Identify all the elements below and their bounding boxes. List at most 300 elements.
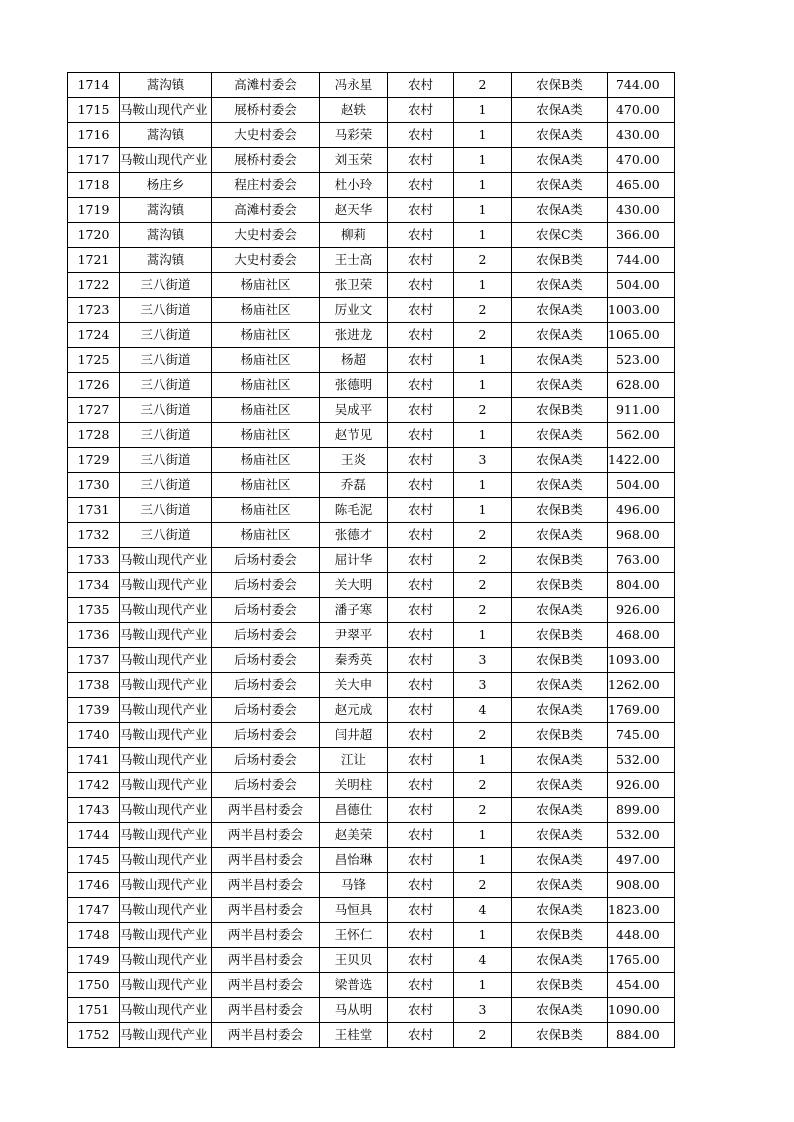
person-name-cell: 厉业文 (320, 298, 388, 323)
insurance-category-cell: 农保C类 (512, 223, 608, 248)
row-number-cell: 1741 (68, 748, 120, 773)
insurance-category-cell: 农保A类 (512, 898, 608, 923)
insurance-category-cell: 农保A类 (512, 448, 608, 473)
town-cell: 马鞍山现代产业 (120, 798, 212, 823)
insurance-category-cell: 农保A类 (512, 298, 608, 323)
row-number-cell: 1745 (68, 848, 120, 873)
area-type-cell: 农村 (388, 323, 454, 348)
town-cell: 三八街道 (120, 448, 212, 473)
row-number-cell: 1715 (68, 98, 120, 123)
town-cell: 马鞍山现代产业 (120, 648, 212, 673)
person-name-cell: 张卫荣 (320, 273, 388, 298)
area-type-cell: 农村 (388, 273, 454, 298)
area-type-cell: 农村 (388, 898, 454, 923)
household-count-cell: 1 (454, 498, 512, 523)
amount-cell: 1090.00 (608, 998, 675, 1023)
amount-cell: 454.00 (608, 973, 675, 998)
person-name-cell: 赵天华 (320, 198, 388, 223)
person-name-cell: 马恒具 (320, 898, 388, 923)
table-row (68, 798, 675, 823)
town-cell: 三八街道 (120, 423, 212, 448)
insurance-category-cell: 农保B类 (512, 623, 608, 648)
area-type-cell: 农村 (388, 973, 454, 998)
insurance-category-cell: 农保A类 (512, 198, 608, 223)
table-row (68, 523, 675, 548)
village-cell: 后场村委会 (212, 723, 320, 748)
household-count-cell: 1 (454, 123, 512, 148)
village-cell: 两半昌村委会 (212, 923, 320, 948)
row-number-cell: 1729 (68, 448, 120, 473)
amount-cell: 1093.00 (608, 648, 675, 673)
town-cell: 马鞍山现代产业 (120, 698, 212, 723)
village-cell: 展桥村委会 (212, 98, 320, 123)
table-row (68, 173, 675, 198)
household-count-cell: 2 (454, 323, 512, 348)
row-number-cell: 1722 (68, 273, 120, 298)
area-type-cell: 农村 (388, 748, 454, 773)
table-row (68, 698, 675, 723)
area-type-cell: 农村 (388, 498, 454, 523)
amount-cell: 745.00 (608, 723, 675, 748)
person-name-cell: 潘子寒 (320, 598, 388, 623)
row-number-cell: 1734 (68, 573, 120, 598)
area-type-cell: 农村 (388, 698, 454, 723)
table-row (68, 673, 675, 698)
amount-cell: 899.00 (608, 798, 675, 823)
amount-cell: 562.00 (608, 423, 675, 448)
table-row (68, 548, 675, 573)
row-number-cell: 1737 (68, 648, 120, 673)
household-count-cell: 1 (454, 223, 512, 248)
amount-cell: 911.00 (608, 398, 675, 423)
amount-cell: 430.00 (608, 198, 675, 223)
person-name-cell: 尹翠平 (320, 623, 388, 648)
amount-cell: 504.00 (608, 473, 675, 498)
insurance-category-cell: 农保B类 (512, 923, 608, 948)
table-row (68, 898, 675, 923)
table-row (68, 348, 675, 373)
insurance-category-cell: 农保A类 (512, 373, 608, 398)
village-cell: 后场村委会 (212, 698, 320, 723)
table-row (68, 98, 675, 123)
insurance-category-cell: 农保A类 (512, 148, 608, 173)
table-row (68, 948, 675, 973)
row-number-cell: 1720 (68, 223, 120, 248)
area-type-cell: 农村 (388, 448, 454, 473)
area-type-cell: 农村 (388, 73, 454, 98)
village-cell: 杨庙社区 (212, 523, 320, 548)
table-row (68, 323, 675, 348)
area-type-cell: 农村 (388, 423, 454, 448)
amount-cell: 926.00 (608, 598, 675, 623)
household-count-cell: 2 (454, 1023, 512, 1048)
row-number-cell: 1733 (68, 548, 120, 573)
row-number-cell: 1721 (68, 248, 120, 273)
insurance-category-cell: 农保A类 (512, 423, 608, 448)
row-number-cell: 1742 (68, 773, 120, 798)
row-number-cell: 1727 (68, 398, 120, 423)
person-name-cell: 刘玉荣 (320, 148, 388, 173)
insurance-category-cell: 农保B类 (512, 573, 608, 598)
amount-cell: 468.00 (608, 623, 675, 648)
household-count-cell: 1 (454, 173, 512, 198)
village-cell: 后场村委会 (212, 673, 320, 698)
row-number-cell: 1743 (68, 798, 120, 823)
person-name-cell: 江让 (320, 748, 388, 773)
table-row (68, 273, 675, 298)
table-row (68, 298, 675, 323)
person-name-cell: 杜小玲 (320, 173, 388, 198)
household-count-cell: 3 (454, 448, 512, 473)
village-cell: 杨庙社区 (212, 348, 320, 373)
village-cell: 杨庙社区 (212, 448, 320, 473)
table-row (68, 923, 675, 948)
town-cell: 马鞍山现代产业 (120, 848, 212, 873)
area-type-cell: 农村 (388, 248, 454, 273)
village-cell: 后场村委会 (212, 623, 320, 648)
table-row (68, 398, 675, 423)
area-type-cell: 农村 (388, 398, 454, 423)
amount-cell: 523.00 (608, 348, 675, 373)
insurance-category-cell: 农保B类 (512, 723, 608, 748)
person-name-cell: 张德明 (320, 373, 388, 398)
village-cell: 两半昌村委会 (212, 848, 320, 873)
village-cell: 大史村委会 (212, 248, 320, 273)
table-row (68, 198, 675, 223)
area-type-cell: 农村 (388, 923, 454, 948)
household-count-cell: 2 (454, 573, 512, 598)
table-row (68, 1023, 675, 1048)
person-name-cell: 昌德仕 (320, 798, 388, 823)
village-cell: 后场村委会 (212, 548, 320, 573)
area-type-cell: 农村 (388, 673, 454, 698)
village-cell: 后场村委会 (212, 598, 320, 623)
town-cell: 马鞍山现代产业 (120, 548, 212, 573)
insurance-category-cell: 农保A类 (512, 748, 608, 773)
household-count-cell: 1 (454, 98, 512, 123)
household-count-cell: 4 (454, 898, 512, 923)
area-type-cell: 农村 (388, 123, 454, 148)
table-row (68, 648, 675, 673)
town-cell: 马鞍山现代产业 (120, 623, 212, 648)
insurance-category-cell: 农保A类 (512, 848, 608, 873)
household-count-cell: 2 (454, 398, 512, 423)
amount-cell: 628.00 (608, 373, 675, 398)
amount-cell: 430.00 (608, 123, 675, 148)
village-cell: 两半昌村委会 (212, 1023, 320, 1048)
insurance-category-cell: 农保A类 (512, 998, 608, 1023)
insurance-category-cell: 农保A类 (512, 698, 608, 723)
row-number-cell: 1738 (68, 673, 120, 698)
person-name-cell: 赵节见 (320, 423, 388, 448)
row-number-cell: 1723 (68, 298, 120, 323)
area-type-cell: 农村 (388, 173, 454, 198)
town-cell: 马鞍山现代产业 (120, 748, 212, 773)
row-number-cell: 1746 (68, 873, 120, 898)
amount-cell: 366.00 (608, 223, 675, 248)
area-type-cell: 农村 (388, 523, 454, 548)
insurance-category-cell: 农保A类 (512, 523, 608, 548)
table-row (68, 473, 675, 498)
table-row (68, 848, 675, 873)
town-cell: 马鞍山现代产业 (120, 673, 212, 698)
table-row (68, 748, 675, 773)
amount-cell: 1003.00 (608, 298, 675, 323)
area-type-cell: 农村 (388, 598, 454, 623)
person-name-cell: 赵轶 (320, 98, 388, 123)
table-row (68, 773, 675, 798)
insurance-category-cell: 农保B类 (512, 973, 608, 998)
row-number-cell: 1747 (68, 898, 120, 923)
row-number-cell: 1728 (68, 423, 120, 448)
household-count-cell: 2 (454, 298, 512, 323)
area-type-cell: 农村 (388, 223, 454, 248)
amount-cell: 968.00 (608, 523, 675, 548)
household-count-cell: 2 (454, 523, 512, 548)
table-row (68, 423, 675, 448)
insurance-category-cell: 农保B类 (512, 548, 608, 573)
insurance-category-cell: 农保A类 (512, 773, 608, 798)
row-number-cell: 1752 (68, 1023, 120, 1048)
household-count-cell: 3 (454, 648, 512, 673)
row-number-cell: 1714 (68, 73, 120, 98)
household-count-cell: 2 (454, 548, 512, 573)
insurance-category-cell: 农保B类 (512, 248, 608, 273)
household-count-cell: 2 (454, 598, 512, 623)
area-type-cell: 农村 (388, 473, 454, 498)
village-cell: 杨庙社区 (212, 498, 320, 523)
household-count-cell: 3 (454, 673, 512, 698)
table-row (68, 73, 675, 98)
table-row (68, 448, 675, 473)
table-row (68, 573, 675, 598)
amount-cell: 1765.00 (608, 948, 675, 973)
row-number-cell: 1748 (68, 923, 120, 948)
area-type-cell: 农村 (388, 723, 454, 748)
insurance-category-cell: 农保B类 (512, 1023, 608, 1048)
household-count-cell: 1 (454, 973, 512, 998)
person-name-cell: 关明柱 (320, 773, 388, 798)
village-cell: 两半昌村委会 (212, 998, 320, 1023)
row-number-cell: 1717 (68, 148, 120, 173)
village-cell: 杨庙社区 (212, 373, 320, 398)
town-cell: 马鞍山现代产业 (120, 948, 212, 973)
table-row (68, 598, 675, 623)
village-cell: 两半昌村委会 (212, 973, 320, 998)
area-type-cell: 农村 (388, 873, 454, 898)
row-number-cell: 1750 (68, 973, 120, 998)
household-count-cell: 1 (454, 148, 512, 173)
village-cell: 后场村委会 (212, 748, 320, 773)
household-count-cell: 1 (454, 623, 512, 648)
subsidy-roster-table (67, 72, 675, 1048)
amount-cell: 497.00 (608, 848, 675, 873)
amount-cell: 465.00 (608, 173, 675, 198)
insurance-category-cell: 农保A类 (512, 598, 608, 623)
household-count-cell: 3 (454, 998, 512, 1023)
village-cell: 杨庙社区 (212, 423, 320, 448)
insurance-category-cell: 农保A类 (512, 948, 608, 973)
household-count-cell: 4 (454, 698, 512, 723)
insurance-category-cell: 农保B类 (512, 498, 608, 523)
insurance-category-cell: 农保A类 (512, 823, 608, 848)
area-type-cell: 农村 (388, 848, 454, 873)
row-number-cell: 1739 (68, 698, 120, 723)
town-cell: 马鞍山现代产业 (120, 998, 212, 1023)
row-number-cell: 1749 (68, 948, 120, 973)
row-number-cell: 1744 (68, 823, 120, 848)
household-count-cell: 1 (454, 423, 512, 448)
person-name-cell: 冯永星 (320, 73, 388, 98)
insurance-category-cell: 农保A类 (512, 123, 608, 148)
table-row (68, 873, 675, 898)
area-type-cell: 农村 (388, 1023, 454, 1048)
insurance-category-cell: 农保A类 (512, 473, 608, 498)
village-cell: 两半昌村委会 (212, 948, 320, 973)
town-cell: 三八街道 (120, 523, 212, 548)
insurance-category-cell: 农保A类 (512, 673, 608, 698)
household-count-cell: 2 (454, 73, 512, 98)
village-cell: 大史村委会 (212, 223, 320, 248)
amount-cell: 1422.00 (608, 448, 675, 473)
household-count-cell: 2 (454, 248, 512, 273)
area-type-cell: 农村 (388, 198, 454, 223)
person-name-cell: 王贝贝 (320, 948, 388, 973)
village-cell: 两半昌村委会 (212, 798, 320, 823)
town-cell: 蒿沟镇 (120, 248, 212, 273)
town-cell: 马鞍山现代产业 (120, 1023, 212, 1048)
town-cell: 马鞍山现代产业 (120, 573, 212, 598)
amount-cell: 744.00 (608, 73, 675, 98)
town-cell: 杨庄乡 (120, 173, 212, 198)
table-row (68, 498, 675, 523)
town-cell: 马鞍山现代产业 (120, 973, 212, 998)
amount-cell: 470.00 (608, 148, 675, 173)
person-name-cell: 马彩荣 (320, 123, 388, 148)
area-type-cell: 农村 (388, 348, 454, 373)
person-name-cell: 柳莉 (320, 223, 388, 248)
town-cell: 马鞍山现代产业 (120, 598, 212, 623)
village-cell: 后场村委会 (212, 773, 320, 798)
insurance-category-cell: 农保A类 (512, 173, 608, 198)
household-count-cell: 2 (454, 798, 512, 823)
person-name-cell: 关大申 (320, 673, 388, 698)
village-cell: 杨庙社区 (212, 323, 320, 348)
household-count-cell: 2 (454, 873, 512, 898)
table-row (68, 148, 675, 173)
table-row (68, 373, 675, 398)
area-type-cell: 农村 (388, 98, 454, 123)
row-number-cell: 1735 (68, 598, 120, 623)
row-number-cell: 1736 (68, 623, 120, 648)
amount-cell: 1769.00 (608, 698, 675, 723)
village-cell: 两半昌村委会 (212, 898, 320, 923)
village-cell: 程庄村委会 (212, 173, 320, 198)
area-type-cell: 农村 (388, 373, 454, 398)
town-cell: 蒿沟镇 (120, 73, 212, 98)
insurance-category-cell: 农保A类 (512, 798, 608, 823)
area-type-cell: 农村 (388, 148, 454, 173)
amount-cell: 496.00 (608, 498, 675, 523)
row-number-cell: 1731 (68, 498, 120, 523)
amount-cell: 504.00 (608, 273, 675, 298)
town-cell: 马鞍山现代产业 (120, 773, 212, 798)
amount-cell: 763.00 (608, 548, 675, 573)
town-cell: 三八街道 (120, 323, 212, 348)
amount-cell: 908.00 (608, 873, 675, 898)
town-cell: 三八街道 (120, 273, 212, 298)
amount-cell: 1065.00 (608, 323, 675, 348)
row-number-cell: 1725 (68, 348, 120, 373)
area-type-cell: 农村 (388, 623, 454, 648)
insurance-category-cell: 农保A类 (512, 873, 608, 898)
row-number-cell: 1751 (68, 998, 120, 1023)
table-row (68, 248, 675, 273)
person-name-cell: 王炎 (320, 448, 388, 473)
household-count-cell: 1 (454, 198, 512, 223)
household-count-cell: 1 (454, 473, 512, 498)
area-type-cell: 农村 (388, 648, 454, 673)
row-number-cell: 1732 (68, 523, 120, 548)
amount-cell: 470.00 (608, 98, 675, 123)
table-row (68, 823, 675, 848)
household-count-cell: 4 (454, 948, 512, 973)
household-count-cell: 2 (454, 723, 512, 748)
amount-cell: 532.00 (608, 823, 675, 848)
person-name-cell: 马锋 (320, 873, 388, 898)
village-cell: 两半昌村委会 (212, 823, 320, 848)
table-row (68, 223, 675, 248)
town-cell: 马鞍山现代产业 (120, 823, 212, 848)
row-number-cell: 1724 (68, 323, 120, 348)
town-cell: 三八街道 (120, 348, 212, 373)
row-number-cell: 1730 (68, 473, 120, 498)
row-number-cell: 1716 (68, 123, 120, 148)
table-row (68, 123, 675, 148)
town-cell: 马鞍山现代产业 (120, 898, 212, 923)
area-type-cell: 农村 (388, 998, 454, 1023)
insurance-category-cell: 农保B类 (512, 73, 608, 98)
amount-cell: 448.00 (608, 923, 675, 948)
town-cell: 三八街道 (120, 473, 212, 498)
area-type-cell: 农村 (388, 548, 454, 573)
household-count-cell: 1 (454, 348, 512, 373)
table-row (68, 973, 675, 998)
town-cell: 马鞍山现代产业 (120, 148, 212, 173)
household-count-cell: 1 (454, 823, 512, 848)
area-type-cell: 农村 (388, 573, 454, 598)
village-cell: 后场村委会 (212, 648, 320, 673)
amount-cell: 532.00 (608, 748, 675, 773)
area-type-cell: 农村 (388, 798, 454, 823)
town-cell: 蒿沟镇 (120, 123, 212, 148)
town-cell: 三八街道 (120, 298, 212, 323)
household-count-cell: 1 (454, 923, 512, 948)
village-cell: 大史村委会 (212, 123, 320, 148)
person-name-cell: 赵美荣 (320, 823, 388, 848)
village-cell: 展桥村委会 (212, 148, 320, 173)
person-name-cell: 王士高 (320, 248, 388, 273)
person-name-cell: 杨超 (320, 348, 388, 373)
household-count-cell: 1 (454, 273, 512, 298)
town-cell: 马鞍山现代产业 (120, 98, 212, 123)
person-name-cell: 吴成平 (320, 398, 388, 423)
table-body (68, 73, 675, 1048)
insurance-category-cell: 农保A类 (512, 348, 608, 373)
row-number-cell: 1718 (68, 173, 120, 198)
person-name-cell: 梁普选 (320, 973, 388, 998)
town-cell: 马鞍山现代产业 (120, 723, 212, 748)
